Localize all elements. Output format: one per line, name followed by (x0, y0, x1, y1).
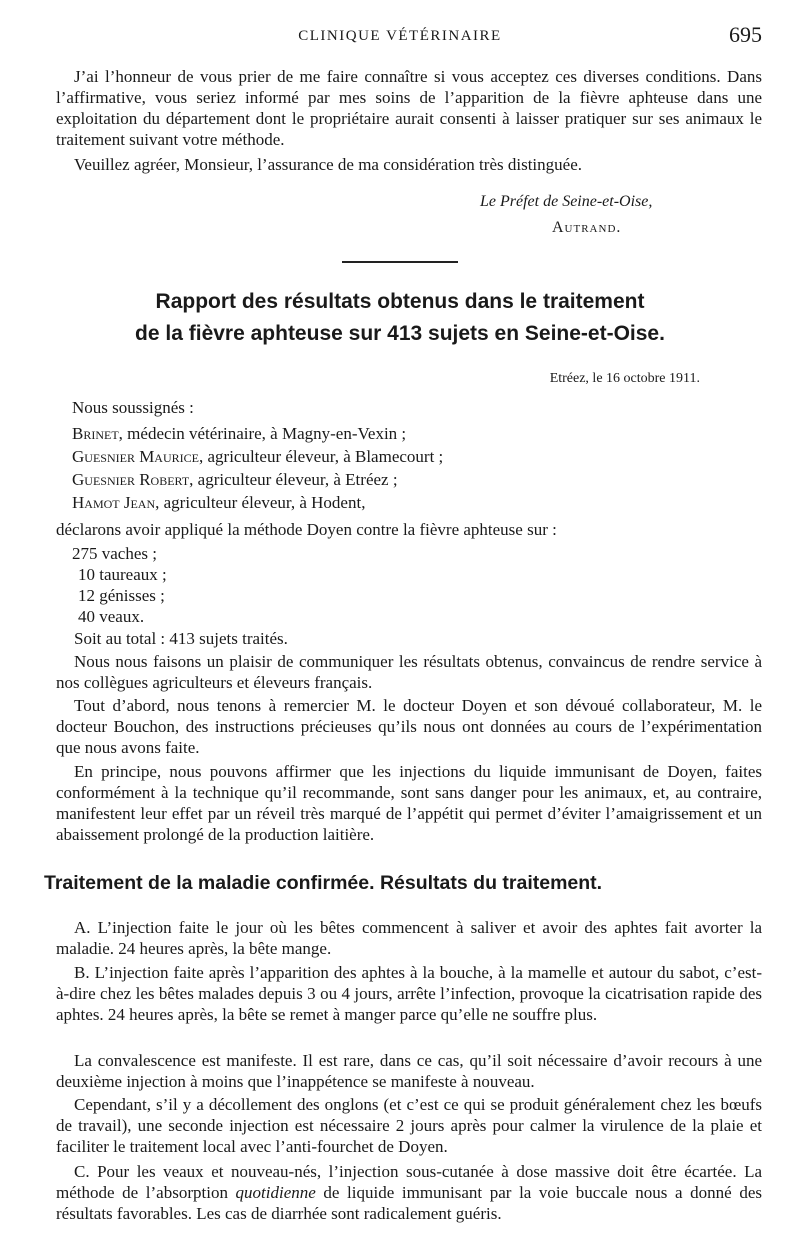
paragraph-c (56, 1161, 762, 1224)
report-date: Etréez, le 16 octobre 1911. (549, 371, 700, 386)
page-header (0, 22, 800, 52)
signatory-line (72, 423, 406, 444)
paragraph-c-text-end: de liquide immunisant par la voie buccale nous a donné des résultats favorables. Les cas de diarrhée sont radicalement guéris. (56, 1183, 762, 1223)
signatory-desc: , agriculteur éleveur, à Etréez ; (189, 470, 398, 489)
section-divider (342, 261, 458, 263)
count-item: 10 taureaux ; (78, 565, 167, 584)
signatory-line (72, 446, 443, 467)
letter-closing: Veuillez agréer, Monsieur, l’assurance de ma considération très distinguée. (74, 155, 582, 174)
signatory-desc: , agriculteur éleveur, à Blamecourt ; (198, 447, 444, 466)
cependant-paragraph: Cependant, s’il y a décollement des onglons (et c’est ce qui se produit généralement chez les bœufs de travail), une seconde injection est nécessaire 2 jours après pour calmer la virulence de la plaie et faciliter le traitement local avec l’anti-fourchet de Doyen. (56, 1095, 762, 1156)
signatory-name: Guesnier Maurice (72, 447, 199, 466)
signatory-name: Guesnier Robert (72, 470, 190, 489)
paragraph-a: A. L’injection faite le jour où les bêtes commencent à saliver et avoir des aphtes fait avorter la maladie. 24 heures après, la bête mange. (56, 918, 762, 958)
letter-paragraph: J’ai l’honneur de vous prier de me faire connaître si vous acceptez ces diverses conditions. Dans l’affirmative, vous seriez informé par mes soins de l’apparition de la fièvre aphteuse dans une exploitation du département dont le propriétaire aurait consenti à laisser pratiquer sur ses animaux le traitement suivant votre méthode. (56, 67, 762, 149)
running-title: CLINIQUE VÉTÉRINAIRE (298, 28, 502, 44)
declaration-line: déclarons avoir appliqué la méthode Doyen contre la fièvre aphteuse sur : (56, 520, 557, 539)
signature-title: Le Préfet de Seine-et-Oise, (480, 193, 653, 210)
convalescence-paragraph: La convalescence est manifeste. Il est rare, dans ce cas, qu’il soit nécessaire d’avoir recours à une deuxième injection à moins que l’inappétence se manifeste à nouveau. (56, 1051, 762, 1091)
thanks-paragraph: Tout d’abord, nous tenons à remercier M. le docteur Doyen et son dévoué collaborateur, M. le docteur Bouchon, des instructions précieuses qu’ils nous ont données au cours de l’expérimentation que nous avons faite. (56, 696, 762, 757)
signature-name: Autrand. (552, 219, 622, 236)
count-item: 275 vaches ; (72, 544, 157, 563)
paragraph-c-text: C. Pour les veaux et nouveau-nés, l’injection sous-cutanée à dose massive doit être écartée. La méthode de l’absorption (56, 1162, 762, 1202)
principle-paragraph: En principe, nous pouvons affirmer que les injections du liquide immunisant de Doyen, faites conformément à la technique qu’il recommande, sont sans danger pour les animaux, et, au contraire, manifestent leur effet par un réveil très marqué de l’appétit qui permet d’éviter l’amaigrissement et un abaissement prolongé de la production laitière. (56, 762, 762, 844)
signatory-line (72, 492, 365, 513)
report-title-line-1: Rapport des résultats obtenus dans le traitement (155, 290, 645, 313)
signatory-name: Hamot Jean (72, 493, 156, 512)
signatory-line (72, 469, 398, 490)
page-number: 695 (729, 22, 762, 47)
count-item: 40 veaux. (78, 607, 145, 626)
signatories-intro: Nous soussignés : (72, 398, 194, 417)
count-item: 12 génisses ; (78, 586, 165, 605)
signatory-name: Brinet (72, 424, 119, 443)
paragraph-c-emphasis: quotidienne (235, 1183, 316, 1202)
count-total: Soit au total : 413 sujets traités. (74, 629, 288, 648)
paragraph-b: B. L’injection faite après l’apparition des aphtes à la bouche, à la mamelle et autour du sabot, c’est-à-dire chez les bêtes malades depuis 3 ou 4 jours, arrête l’infection, provoque la cicatrisation rapide des aphtes. 24 heures après, la bête se remet à manger parce qu’elle ne souffre plus. (56, 963, 762, 1024)
report-title-line-2: de la fièvre aphteuse sur 413 sujets en Seine-et-Oise. (135, 322, 665, 345)
results-paragraph: Nous nous faisons un plaisir de communiquer les résultats obtenus, convaincus de rendre service à nos collègues agriculteurs et éleveurs français. (56, 652, 762, 692)
section-heading: Traitement de la maladie confirmée. Résultats du traitement. (44, 872, 603, 894)
signatory-desc: , médecin vétérinaire, à Magny-en-Vexin ; (118, 424, 407, 443)
signatory-desc: , agriculteur éleveur, à Hodent, (155, 493, 366, 512)
